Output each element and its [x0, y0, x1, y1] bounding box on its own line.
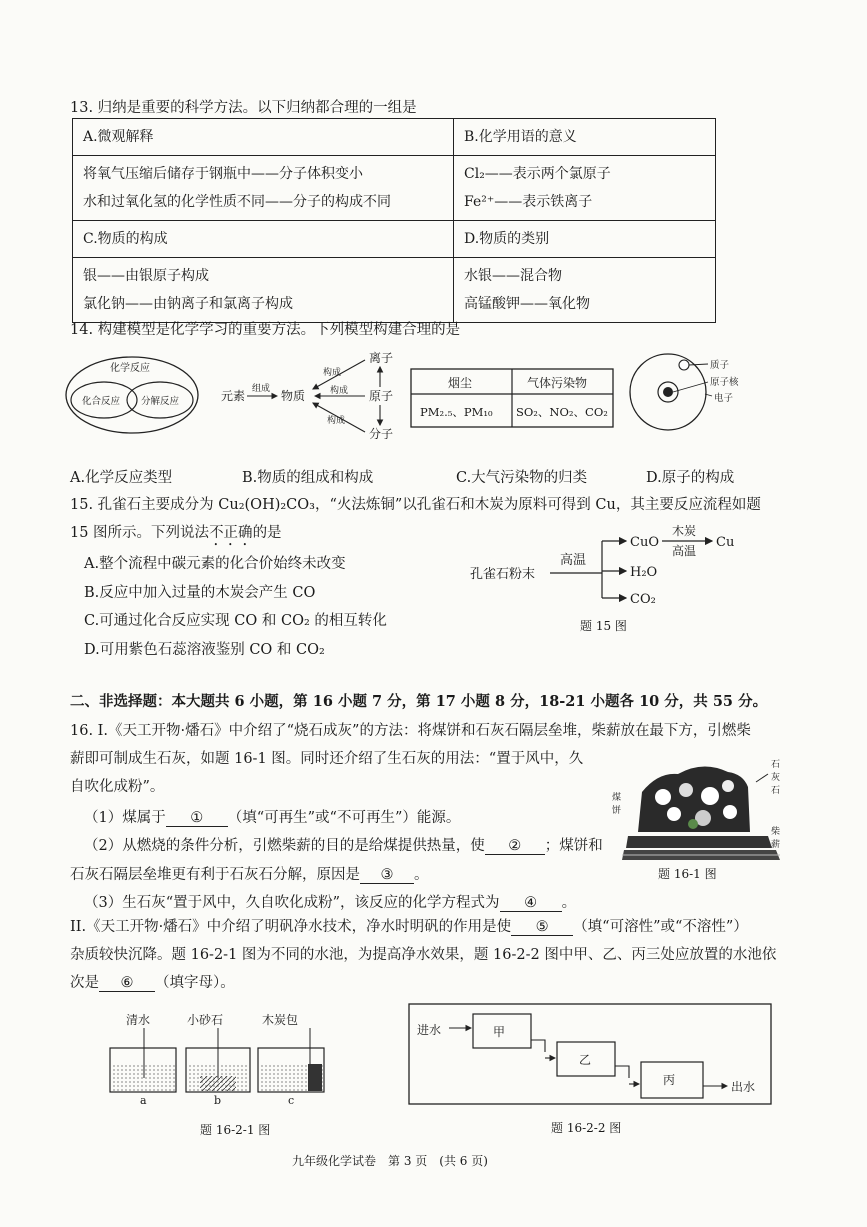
flow-cond-high-temp-2: 高温	[672, 544, 697, 558]
q13-d-line1: 水银——混合物	[464, 268, 562, 284]
concept-atom: 原子	[369, 389, 394, 403]
pollution-head-gas: 气体污染物	[527, 376, 588, 390]
flow-product-co2: CO₂	[630, 592, 656, 607]
q13-a-line2: 水和过氧化氢的化学性质不同——分子的构成不同	[83, 194, 391, 210]
pool-bing: 丙	[663, 1073, 676, 1087]
q16-sub2	[84, 834, 603, 855]
q14-venn-diagram	[60, 345, 220, 440]
q16-sub1-post: （填“可再生”或“不可再生”）能源。	[227, 810, 461, 826]
pool-a-letter: a	[140, 1094, 147, 1107]
q16-sub1-pre: （1）煤属于	[84, 810, 166, 826]
q15-option-b: B.反应中加入过量的木炭会产生 CO	[84, 585, 316, 601]
q16-1-figure-caption: 题 16-1 图	[658, 867, 717, 881]
q15-option-d: D.可用紫色石蕊溶液鉴别 CO 和 CO₂	[84, 642, 325, 658]
q14-stem: 14. 构建模型是化学学习的重要方法。下列模型构建合理的是	[70, 322, 461, 338]
flow-cond-high-temp: 高温	[560, 553, 587, 568]
q13-a-line1: 将氧气压缩后储存于钢瓶中——分子体积变小	[83, 166, 363, 182]
q16-ii1-pre: II.《天工开物·燔石》中介绍了明矾净水技术，净水时明矾的作用是使	[70, 919, 512, 935]
q16-line3: 自吹化成粉”。	[70, 779, 165, 795]
q16-ii3-post: （填字母）。	[155, 975, 235, 991]
concept-substance: 物质	[281, 389, 306, 403]
flow-product-h2o: H₂O	[630, 565, 658, 580]
q14-pollution-table	[410, 368, 616, 430]
q13-b-body	[454, 156, 716, 221]
pollution-gas-values: SO₂、NO₂、CO₂	[516, 405, 608, 419]
q16-sub2-cont	[70, 863, 429, 884]
kiln-label-shi: 石	[771, 760, 781, 770]
q13-d-body	[454, 258, 716, 323]
flow-start: 孔雀石粉末	[470, 567, 536, 582]
pool-a-title: 清水	[126, 1013, 151, 1027]
q13-b-line2: Fe²⁺——表示铁离子	[464, 194, 593, 210]
blank-6[interactable]: ⑥	[99, 975, 155, 992]
concept-c3-label: 构成	[327, 416, 346, 426]
q14-atom-model	[628, 350, 748, 434]
q13-c-body	[73, 258, 454, 323]
q14-option-c: C.大气污染物的归类	[456, 470, 588, 486]
q16-2-1-figure-caption: 题 16-2-1 图	[200, 1123, 271, 1137]
q15-stem-line2	[70, 521, 282, 549]
q16-sub3-pre: （3）生石灰“置于风中，久自吹化成粉”，该反应的化学方程式为	[84, 895, 500, 911]
pollution-dust-values: PM₂.₅、PM₁₀	[420, 405, 493, 419]
kiln-label-mei: 煤	[612, 793, 622, 803]
q13-b-head: B.化学用语的意义	[454, 119, 716, 156]
flow-out-label: 出水	[731, 1080, 756, 1094]
kiln-label-chai: 柴	[771, 827, 781, 837]
q16-kiln-figure	[608, 752, 788, 884]
atom-label-proton: 质子	[710, 360, 730, 371]
q16-2-2-figure	[405, 1000, 775, 1138]
q16-ii-line3	[70, 971, 235, 992]
venn-left-label: 化合反应	[82, 396, 121, 407]
flow-product-cuo: CuO	[630, 535, 659, 550]
q15-option-c: C.可通过化合反应实现 CO 和 CO₂ 的相互转化	[84, 613, 387, 629]
q15-stem-emphasis: 不正确	[209, 525, 253, 541]
q13-table	[72, 118, 716, 323]
q16-ii3-pre: 次是	[70, 975, 99, 991]
q16-sub2-pre: （2）从燃烧的条件分析，引燃柴薪的目的是给煤提供热量，使	[84, 838, 485, 854]
q16-line2: 薪即可制成生石灰，如题 16-1 图。同时还介绍了生石灰的用法：“置于风中，久	[70, 751, 584, 767]
pool-yi: 乙	[579, 1053, 592, 1067]
q15-stem-line1: 15. 孔雀石主要成分为 Cu₂(OH)₂CO₃，“火法炼铜”以孔雀石和木炭为原料可得到 Cu，其主要反应流程如题	[70, 497, 761, 513]
q16-ii-line2: 杂质较快沉降。题 16-2-1 图为不同的水池，为提高净水效果，题 16-2-2 图中甲、乙、丙三处应放置的水池依	[70, 947, 777, 963]
q16-sub1	[84, 806, 460, 827]
section2-header: 二、非选择题：本大题共 6 小题，第 16 小题 7 分，第 17 小题 8 分，18-21 小题各 10 分，共 55 分。	[70, 693, 768, 710]
q16-2-2-figure-caption: 题 16-2-2 图	[551, 1121, 622, 1135]
q16-sub3	[84, 891, 576, 912]
venn-outer-label: 化学反应	[110, 363, 150, 374]
concept-compose-label: 组成	[252, 384, 271, 394]
pool-b-title: 小砂石	[187, 1013, 224, 1027]
q15-figure-caption: 题 15 图	[580, 619, 627, 633]
q13-c-head: C.物质的构成	[73, 221, 454, 258]
q16-sub3-post: 。	[561, 895, 577, 911]
blank-3[interactable]: ③	[360, 867, 414, 884]
venn-right-label: 分解反应	[141, 396, 180, 407]
q16-sub2-post: ；煤饼和	[544, 838, 603, 854]
flow-in-label: 进水	[417, 1023, 442, 1037]
page-footer: 九年级化学试卷 第 3 页 (共 6 页)	[292, 1154, 488, 1168]
kiln-label-hui: 灰	[771, 773, 781, 783]
pollution-head-dust: 烟尘	[448, 376, 473, 390]
pool-c-letter: c	[288, 1094, 295, 1107]
concept-ion: 离子	[369, 351, 394, 365]
q16-sub2b-post: 。	[414, 867, 429, 883]
blank-1[interactable]: ①	[166, 810, 228, 827]
q16-2-1-figure	[100, 1008, 340, 1138]
concept-c1-label: 构成	[323, 368, 342, 378]
flow-cond-charcoal: 木炭	[672, 524, 697, 538]
q15-option-a: A.整个流程中碳元素的化合价始终未改变	[84, 556, 346, 572]
q16-ii-line1	[70, 915, 748, 936]
pool-c-title: 木炭包	[262, 1013, 299, 1027]
concept-element: 元素	[221, 389, 246, 403]
q15-flow-diagram	[466, 524, 756, 634]
concept-c2-label: 构成	[330, 386, 349, 396]
q14-option-b: B.物质的组成和构成	[242, 470, 374, 486]
q13-b-line1: Cl₂——表示两个氯原子	[464, 166, 611, 182]
pool-b-letter: b	[214, 1094, 222, 1107]
q13-d-line2: 高锰酸钾——氧化物	[464, 296, 590, 312]
q13-a-head: A.微观解释	[73, 119, 454, 156]
q15-stem-post: 的是	[252, 525, 282, 541]
blank-2[interactable]: ②	[485, 838, 545, 855]
flow-product-cu: Cu	[716, 535, 735, 550]
q16-sub2b-pre: 石灰石隔层垒堆更有利于石灰石分解，原因是	[70, 867, 360, 883]
q13-c-line1: 银——由银原子构成	[83, 268, 209, 284]
q13-a-body	[73, 156, 454, 221]
q15-stem-pre: 15 图所示。下列说法	[70, 525, 210, 541]
q16-ii1-post: （填“可溶性”或“不溶性”）	[573, 919, 748, 935]
atom-label-nucleus: 原子核	[710, 377, 739, 388]
q13-d-head: D.物质的类别	[454, 221, 716, 258]
q13-stem: 13. 归纳是重要的科学方法。以下归纳都合理的一组是	[70, 100, 417, 116]
atom-label-electron: 电子	[714, 393, 734, 404]
concept-molecule: 分子	[369, 427, 394, 441]
kiln-label-shi2: 石	[771, 786, 781, 796]
pool-jia: 甲	[493, 1025, 506, 1039]
blank-4[interactable]: ④	[500, 895, 562, 912]
q13-c-line2: 氯化钠——由钠离子和氯离子构成	[83, 296, 293, 312]
q14-concept-map	[215, 345, 415, 445]
kiln-label-bing: 饼	[612, 806, 622, 816]
q14-option-d: D.原子的构成	[646, 470, 735, 486]
blank-5[interactable]: ⑤	[511, 919, 573, 936]
kiln-label-xin: 薪	[771, 840, 781, 850]
q14-option-a: A.化学反应类型	[70, 470, 173, 486]
q16-line1: 16. I.《天工开物·燔石》中介绍了“烧石成灰”的方法：将煤饼和石灰石隔层垒堆，柴薪放在最下方，引燃柴	[70, 723, 751, 739]
